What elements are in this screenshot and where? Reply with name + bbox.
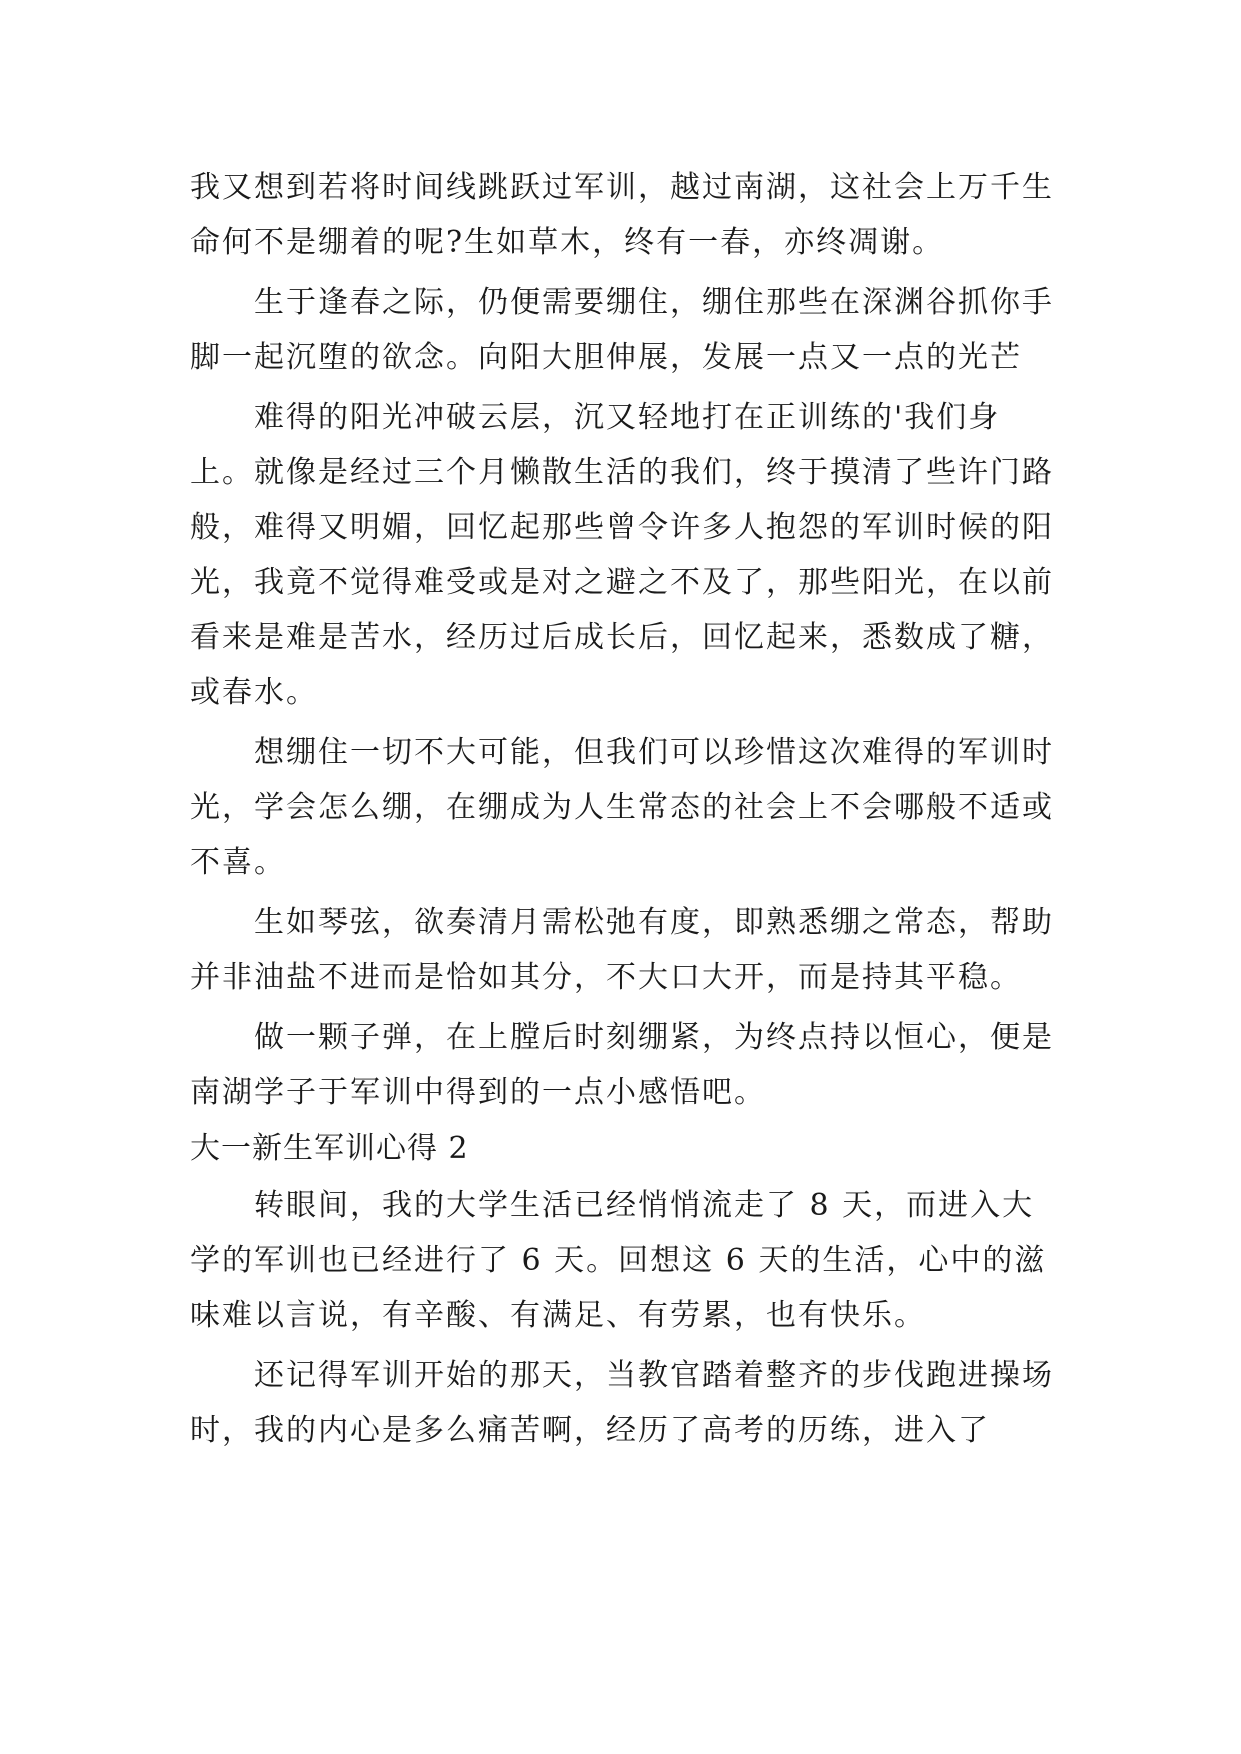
paragraph-6: 做一颗子弹，在上膛后时刻绷紧，为终点持以恒心，便是南湖学子于军训中得到的一点小感悟吧。 xyxy=(190,1020,1054,1110)
paragraph-5: 生如琴弦，欲奏清月需松弛有度，即熟悉绷之常态，帮助并非油盐不进而是恰如其分，不大口大开，而是持其平稳。 xyxy=(190,905,1054,995)
paragraph-3: 难得的阳光冲破云层，沉又轻地打在正训练的'我们身上。就像是经过三个月懒散生活的我们，终于摸清了些许门路般，难得又明媚，回忆起那些曾令许多人抱怨的军训时候的阳光，我竟不觉得难受或是对之避之不及了，那些阳光，在以前看来是难是苦水，经历过后成长后，回忆起来，悉数成了糖，或春水。 xyxy=(190,400,1054,710)
document-body xyxy=(190,160,1060,1463)
section-heading: 大一新生军训心得 2 xyxy=(190,1131,469,1166)
paragraph-7: 转眼间，我的大学生活已经悄悄流走了 8 天，而进入大学的军训也已经进行了 6 天。回想这 6 天的生活，心中的滋味难以言说，有辛酸、有满足、有劳累，也有快乐。 xyxy=(190,1188,1047,1333)
paragraph-4: 想绷住一切不大可能，但我们可以珍惜这次难得的军训时光，学会怎么绷，在绷成为人生常态的社会上不会哪般不适或不喜。 xyxy=(190,735,1054,880)
paragraph-8: 还记得军训开始的那天，当教官踏着整齐的步伐跑进操场时，我的内心是多么痛苦啊，经历了高考的历练，进入了 xyxy=(190,1358,1054,1448)
paragraph-1: 我又想到若将时间线跳跃过军训，越过南湖，这社会上万千生命何不是绷着的呢?生如草木，终有一春，亦终凋谢。 xyxy=(190,170,1054,260)
paragraph-2: 生于逢春之际，仍便需要绷住，绷住那些在深渊谷抓你手脚一起沉堕的欲念。向阳大胆伸展，发展一点又一点的光芒 xyxy=(190,285,1054,375)
